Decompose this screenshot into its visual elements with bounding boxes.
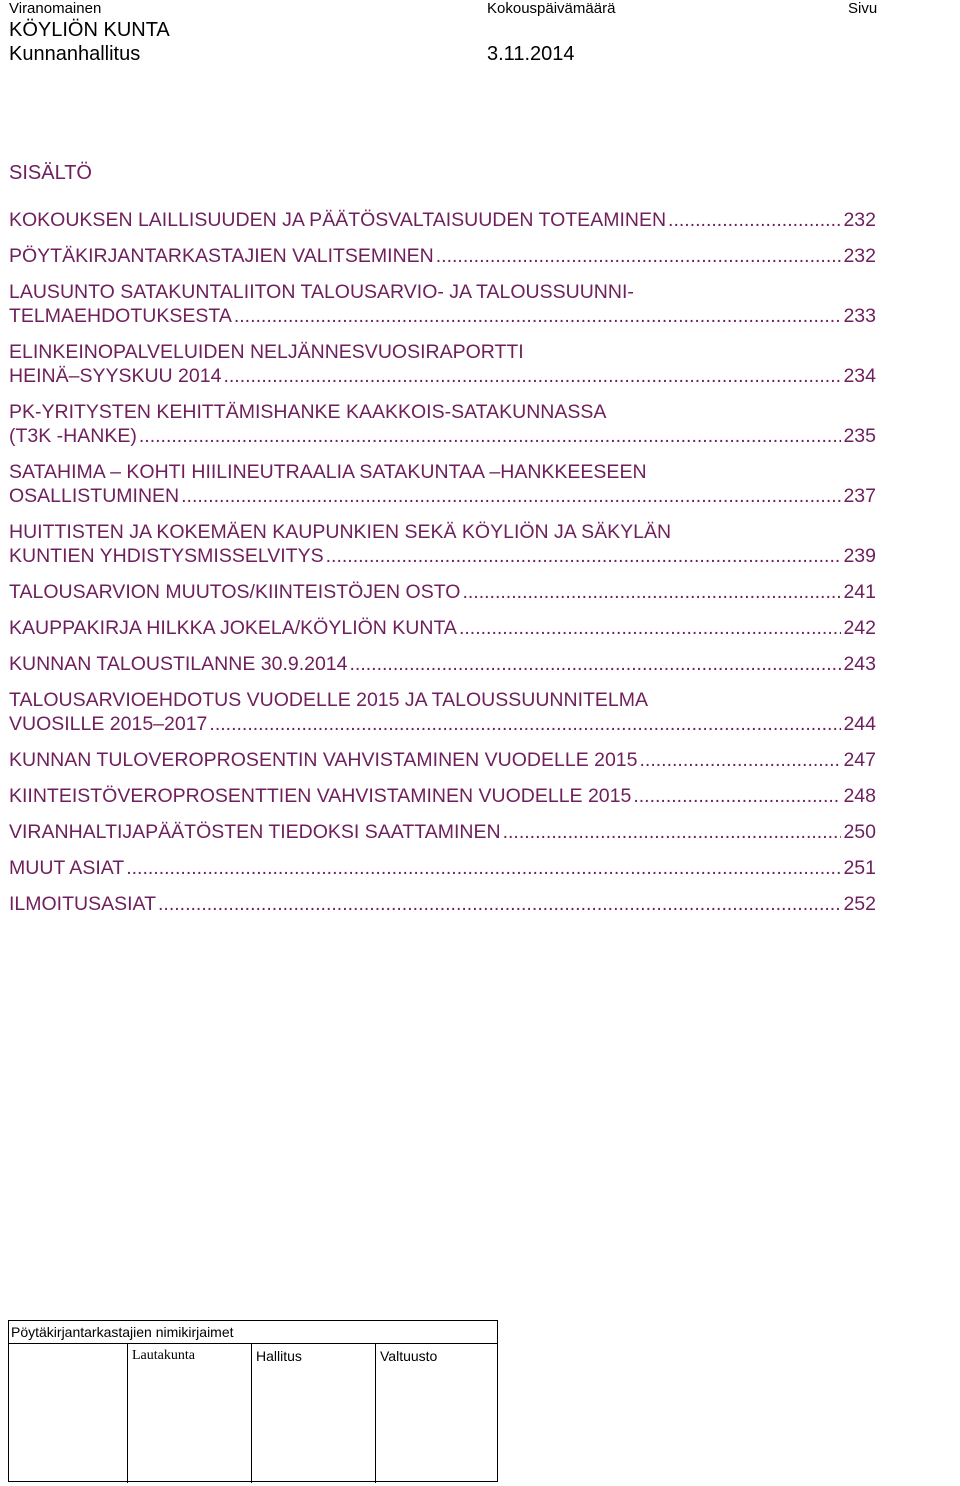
meeting-date-column-label: Kokouspäivämäärä <box>487 0 616 17</box>
authority-column-label: Viranomainen <box>9 0 102 17</box>
toc-entry[interactable] <box>9 748 876 772</box>
toc-entry-page-number: 233 <box>843 305 876 327</box>
page-column-label: Sivu <box>848 0 878 17</box>
toc-entry-title-line: KIINTEISTÖVEROPROSENTTIEN VAHVISTAMINEN VUODELLE 2015 <box>9 785 632 807</box>
toc-entry[interactable] <box>9 652 876 676</box>
toc-entry-title-line: KOKOUKSEN LAILLISUUDEN JA PÄÄTÖSVALTAISUUDEN TOTEAMINEN <box>9 209 667 231</box>
toc-dot-leader <box>223 364 841 388</box>
toc-entry[interactable] <box>9 580 876 604</box>
toc-entry-title-line: ILMOITUSASIAT <box>9 893 156 915</box>
toc-entry-page-number: 252 <box>843 893 876 915</box>
toc-entry-last-line <box>9 748 876 772</box>
valtuusto-cell: Valtuusto <box>375 1344 497 1483</box>
toc-entry-last-line <box>9 304 876 328</box>
lautakunta-cell: Lautakunta <box>127 1344 251 1483</box>
toc-entry-title-line: ELINKEINOPALVELUIDEN NELJÄNNESVUOSIRAPORTTI <box>9 341 524 363</box>
toc-entry-title-line: OSALLISTUMINEN <box>9 485 180 507</box>
toc-entry-last-line <box>9 244 876 268</box>
toc-entry[interactable] <box>9 244 876 268</box>
toc-entry-page-number: 250 <box>843 821 876 843</box>
toc-entry-last-line <box>9 616 876 640</box>
toc-entry-title-line: (T3K -HANKE) <box>9 425 137 447</box>
toc-entry[interactable] <box>9 856 876 880</box>
toc-entry-title-line: KUNNAN TULOVEROPROSENTIN VAHVISTAMINEN VUODELLE 2015 <box>9 749 638 771</box>
table-of-contents <box>9 208 876 928</box>
toc-entry-title-line: HEINÄ–SYYSKUU 2014 <box>9 365 222 387</box>
organization-name: KÖYLIÖN KUNTA <box>9 19 170 41</box>
toc-entry-title-line: PK-YRITYSTEN KEHITTÄMISHANKE KAAKKOIS-SATAKUNNASSA <box>9 401 607 423</box>
toc-entry-page-number: 243 <box>843 653 876 675</box>
toc-dot-leader <box>234 304 842 328</box>
toc-entry-page-number: 237 <box>843 485 876 507</box>
toc-entry-page-number: 232 <box>843 245 876 267</box>
toc-dot-leader <box>503 820 842 844</box>
toc-entry-page-number: 235 <box>843 425 876 447</box>
toc-entry[interactable] <box>9 820 876 844</box>
toc-entry-title-line: HUITTISTEN JA KOKEMÄEN KAUPUNKIEN SEKÄ KÖYLIÖN JA SÄKYLÄN <box>9 521 672 543</box>
toc-entry[interactable] <box>9 892 876 916</box>
toc-entry-title-line: VIRANHALTIJAPÄÄTÖSTEN TIEDOKSI SAATTAMINEN <box>9 821 501 843</box>
toc-entry[interactable] <box>9 460 876 508</box>
toc-entry-title-line: TALOUSARVIOEHDOTUS VUODELLE 2015 JA TALOUSSUUNNITELMA <box>9 689 648 711</box>
toc-entry-last-line <box>9 652 876 676</box>
toc-entry-last-line <box>9 364 876 388</box>
meeting-date: 3.11.2014 <box>487 43 575 65</box>
toc-entry-last-line <box>9 784 876 808</box>
toc-entry-page-number: 232 <box>843 209 876 231</box>
toc-entry[interactable] <box>9 280 876 328</box>
toc-dot-leader <box>633 784 841 808</box>
toc-entry-title-line: PÖYTÄKIRJANTARKASTAJIEN VALITSEMINEN <box>9 245 434 267</box>
toc-entry-title-line: SATAHIMA – KOHTI HIILINEUTRAALIA SATAKUNTAA –HANKKEESEEN <box>9 461 647 483</box>
toc-entry-title-line: MUUT ASIAT <box>9 857 125 879</box>
toc-dot-leader <box>181 484 841 508</box>
toc-entry-page-number: 248 <box>843 785 876 807</box>
toc-entry[interactable] <box>9 340 876 388</box>
authority-name: Kunnanhallitus <box>9 43 141 65</box>
toc-dot-leader <box>126 856 841 880</box>
toc-dot-leader <box>209 712 841 736</box>
toc-dot-leader <box>640 748 842 772</box>
toc-entry-page-number: 251 <box>843 857 876 879</box>
toc-dot-leader <box>350 652 842 676</box>
toc-entry-last-line <box>9 208 876 232</box>
toc-entry-title-line: KUNNAN TALOUSTILANNE 30.9.2014 <box>9 653 348 675</box>
toc-entry-page-number: 247 <box>843 749 876 771</box>
toc-title: SISÄLTÖ <box>9 162 92 184</box>
initials-label: Pöytäkirjantarkastajien nimikirjaimet <box>9 1321 497 1344</box>
signature-initials-box <box>8 1320 498 1482</box>
toc-entry[interactable] <box>9 784 876 808</box>
toc-entry-last-line <box>9 484 876 508</box>
toc-entry-last-line <box>9 544 876 568</box>
toc-entry[interactable] <box>9 400 876 448</box>
toc-dot-leader <box>326 544 842 568</box>
toc-entry-page-number: 239 <box>843 545 876 567</box>
initials-cell-blank <box>9 1344 127 1483</box>
toc-dot-leader <box>459 616 842 640</box>
toc-entry-last-line <box>9 856 876 880</box>
toc-entry[interactable] <box>9 520 876 568</box>
toc-entry-last-line <box>9 424 876 448</box>
toc-entry-last-line <box>9 712 876 736</box>
toc-entry-title-line: TALOUSARVION MUUTOS/KIINTEISTÖJEN OSTO <box>9 581 461 603</box>
toc-entry[interactable] <box>9 208 876 232</box>
toc-entry[interactable] <box>9 616 876 640</box>
toc-entry-last-line <box>9 580 876 604</box>
toc-dot-leader <box>668 208 841 232</box>
toc-entry-page-number: 242 <box>843 617 876 639</box>
toc-entry[interactable] <box>9 688 876 736</box>
toc-dot-leader <box>462 580 841 604</box>
toc-entry-title-line: VUOSILLE 2015–2017 <box>9 713 208 735</box>
toc-dot-leader <box>158 892 841 916</box>
toc-entry-page-number: 234 <box>843 365 876 387</box>
toc-entry-last-line <box>9 820 876 844</box>
hallitus-cell: Hallitus <box>251 1344 375 1483</box>
toc-entry-page-number: 244 <box>843 713 876 735</box>
toc-entry-last-line <box>9 892 876 916</box>
toc-entry-page-number: 241 <box>843 581 876 603</box>
toc-entry-title-line: TELMAEHDOTUKSESTA <box>9 305 232 327</box>
toc-entry-title-line: KUNTIEN YHDISTYSMISSELVITYS <box>9 545 324 567</box>
toc-dot-leader <box>436 244 842 268</box>
toc-entry-title-line: LAUSUNTO SATAKUNTALIITON TALOUSARVIO- JA TALOUSSUUNNI- <box>9 281 634 303</box>
toc-dot-leader <box>139 424 842 448</box>
toc-entry-title-line: KAUPPAKIRJA HILKKA JOKELA/KÖYLIÖN KUNTA <box>9 617 457 639</box>
